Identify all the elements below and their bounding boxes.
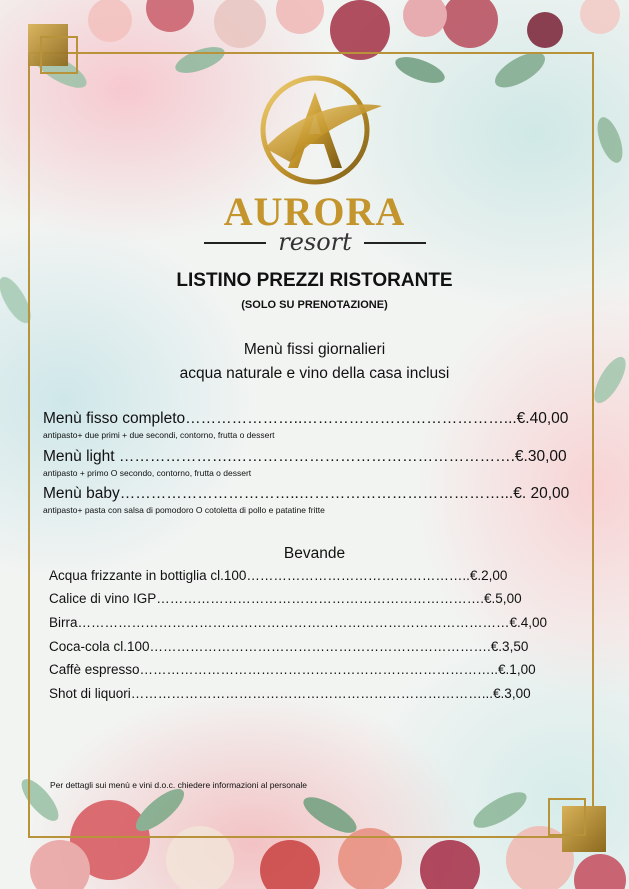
brand-name: AURORA (223, 189, 406, 234)
menu-line: Menù baby……………………………..…………………………………...€. 20,00 (43, 485, 570, 502)
menu-item (43, 484, 570, 516)
gold-corner-bottom-right-outline (548, 798, 586, 836)
drinks-heading: Bevande (283, 545, 346, 562)
footer-note: Per dettagli sui menù e vini d.o.c. chiedere informazioni al personale (50, 780, 308, 790)
drink-line: Shot di liquori……………………………………………………………………...€.3,00 (49, 686, 531, 701)
brand-divider-right (364, 242, 426, 244)
brand-sub-row (200, 228, 430, 256)
menu-line: Menù light ………………….……………………………………………….€.30,00 (43, 448, 567, 465)
menu-item (43, 409, 569, 441)
gold-corner-top-left-outline (40, 36, 78, 74)
menu-description: antipasto+ due primi + due secondi, contorno, frutta o dessert (43, 430, 275, 440)
drink-line: Birra……………………………………………………………………………………€.4,00 (49, 615, 548, 630)
drink-line: Coca-cola cl.100………………………………………………………………….€.3,50 (49, 639, 529, 654)
section-note: acqua naturale e vino della casa inclusi (179, 365, 450, 382)
menu-description: antipasto+ pasta con salsa di pomodoro O cotoletta di pollo e patatine fritte (43, 505, 325, 515)
drink-line: Acqua frizzante in bottiglia cl.100…………………………………………..€.2,00 (49, 568, 508, 583)
page-title: LISTINO PREZZI RISTORANTE (176, 270, 453, 291)
section-heading: Menù fissi giornalieri (243, 341, 386, 358)
menu-item (43, 447, 567, 479)
menu-line: Menù fisso completo…………………..…………………………………...€.40,00 (43, 410, 569, 427)
brand-sub: resort (278, 228, 352, 256)
drink-line: Calice di vino IGP……………………………………………………………….€.5,00 (49, 591, 522, 606)
menu-description: antipasto + primo O secondo, contorno, frutta o dessert (43, 468, 252, 478)
page-subtitle: (SOLO SU PRENOTAZIONE) (241, 299, 388, 311)
drink-line: Caffè espresso……………………………………………………………………..€.1,00 (49, 662, 536, 677)
